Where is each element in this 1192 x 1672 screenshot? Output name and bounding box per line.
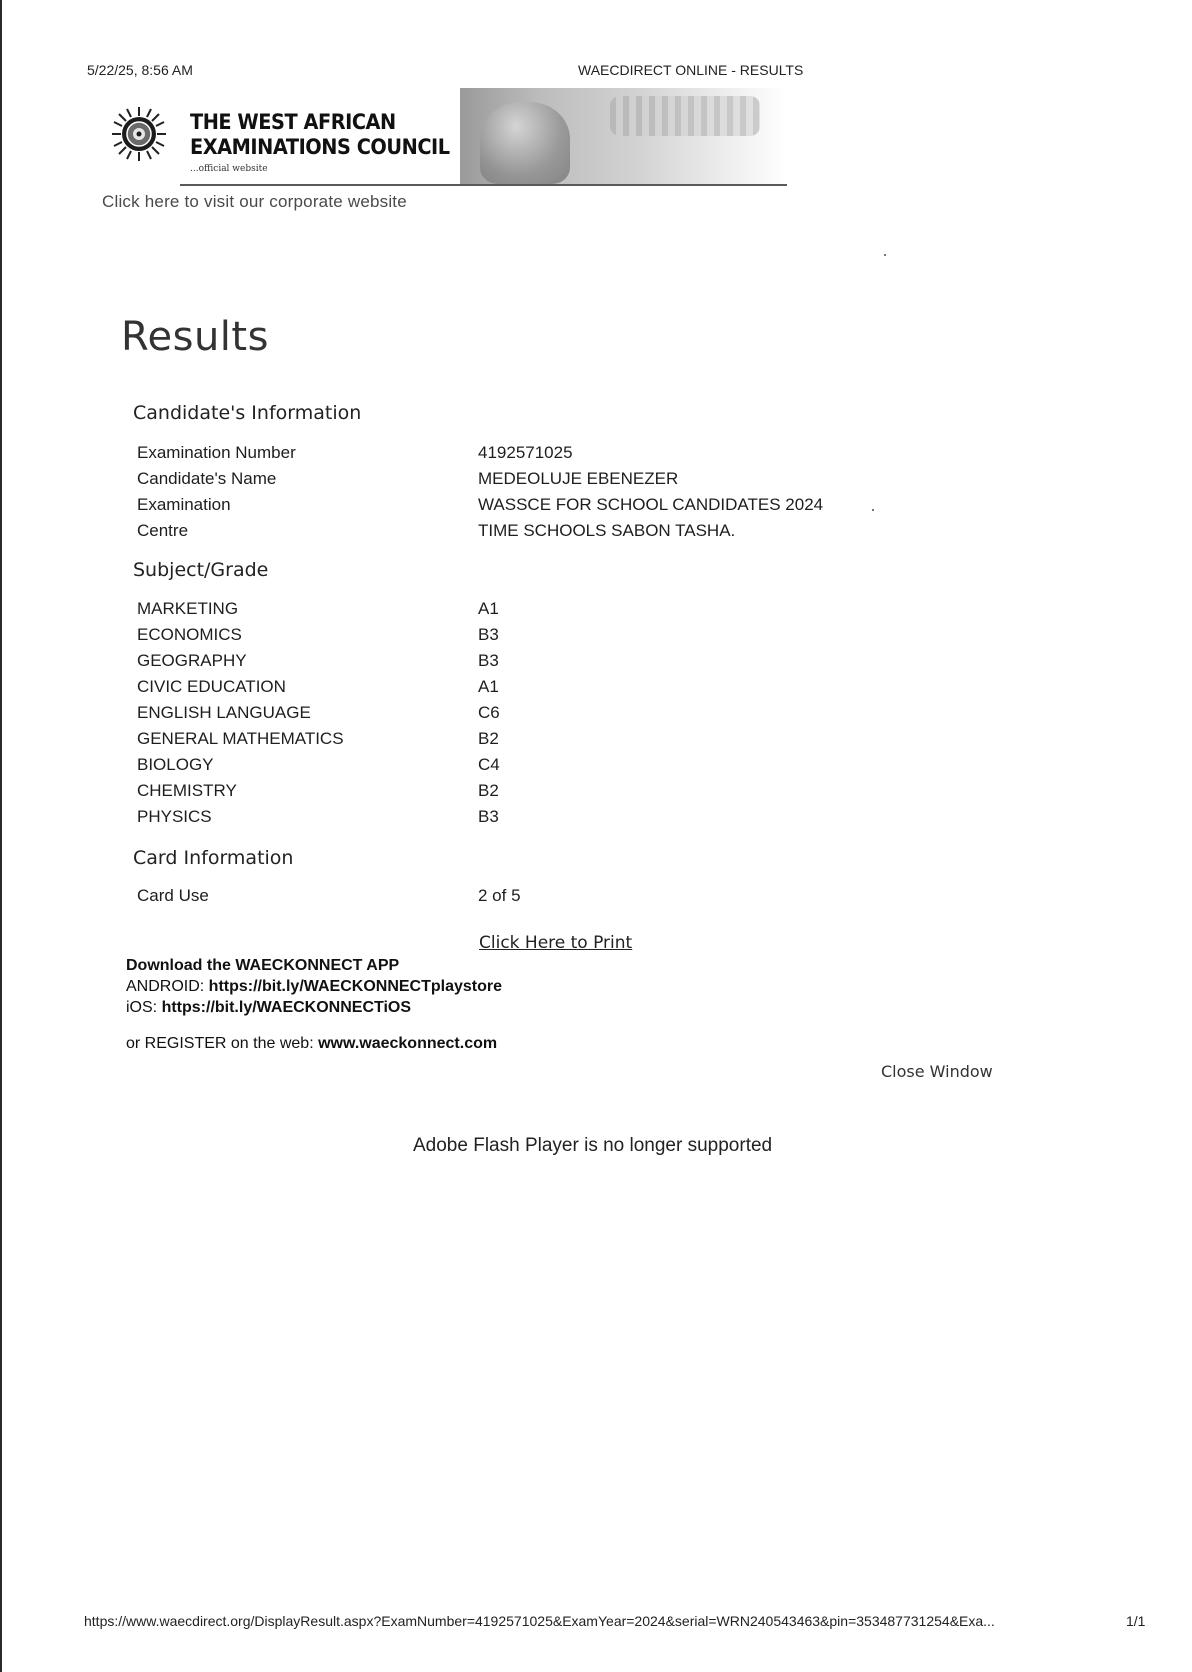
scan-speck xyxy=(872,509,874,511)
table-row xyxy=(137,752,500,778)
subject-grade: C6 xyxy=(478,703,500,722)
table-row xyxy=(137,804,500,830)
banner-divider xyxy=(180,184,787,186)
card-use-value: 2 of 5 xyxy=(478,886,521,905)
card-info-table xyxy=(137,883,521,909)
android-label: ANDROID: xyxy=(126,978,209,995)
org-tagline: ...official website xyxy=(190,164,268,174)
table-row xyxy=(137,883,521,909)
print-link[interactable]: Click Here to Print xyxy=(479,933,633,953)
page-title: Results xyxy=(121,314,269,360)
table-row xyxy=(137,674,500,700)
print-footer-url: https://www.waecdirect.org/DisplayResult.aspx?ExamNumber=4192571025&ExamYear=2024&serial=WRN240543463&pin=353487731254&Exa... xyxy=(84,1613,995,1629)
register-web-link[interactable]: www.waeckonnect.com xyxy=(318,1035,498,1052)
subject-grade-table xyxy=(137,596,500,830)
subject-grade: C4 xyxy=(478,755,500,774)
examination-value: WASSCE FOR SCHOOL CANDIDATES 2024 xyxy=(478,495,824,514)
table-row xyxy=(137,596,500,622)
banner-photo xyxy=(460,88,787,184)
examination-number-value: 4192571025 xyxy=(478,443,573,462)
subject-name: MARKETING xyxy=(137,599,239,618)
centre-value: TIME SCHOOLS SABON TASHA. xyxy=(478,521,736,540)
corporate-website-link[interactable]: Click here to visit our corporate website xyxy=(102,192,407,211)
subject-name: BIOLOGY xyxy=(137,755,214,774)
register-label: or REGISTER on the web: xyxy=(126,1035,319,1052)
ios-app-link[interactable]: https://bit.ly/WAECKONNECTiOS xyxy=(161,999,412,1016)
table-row xyxy=(137,518,823,544)
subject-grade: B3 xyxy=(478,625,499,644)
register-row xyxy=(126,1035,497,1053)
table-row xyxy=(137,466,823,492)
subject-name: GEOGRAPHY xyxy=(137,651,247,670)
card-info-heading: Card Information xyxy=(133,847,294,869)
candidate-info-table xyxy=(137,440,823,544)
close-window-link[interactable]: Close Window xyxy=(881,1062,993,1081)
candidate-name-label: Candidate's Name xyxy=(137,469,277,488)
centre-label: Centre xyxy=(137,521,189,540)
app-download-block xyxy=(126,955,502,1018)
print-datetime: 5/22/25, 8:56 AM xyxy=(87,62,193,78)
app-download-title: Download the WAECKONNECT APP xyxy=(126,957,400,974)
table-row xyxy=(137,726,500,752)
table-row xyxy=(137,648,500,674)
subject-name: ECONOMICS xyxy=(137,625,242,644)
subject-name: CHEMISTRY xyxy=(137,781,237,800)
org-name-line-2: EXAMINATIONS COUNCIL xyxy=(190,135,450,159)
print-footer-page-number: 1/1 xyxy=(1126,1613,1146,1629)
ios-label: iOS: xyxy=(126,999,162,1016)
table-row xyxy=(137,778,500,804)
subject-name: PHYSICS xyxy=(137,807,212,826)
android-app-link[interactable]: https://bit.ly/WAECKONNECTplaystore xyxy=(208,978,503,995)
table-row xyxy=(137,622,500,648)
table-row xyxy=(137,492,823,518)
examination-label: Examination xyxy=(137,495,231,514)
subject-name: GENERAL MATHEMATICS xyxy=(137,729,344,748)
flash-unsupported-notice: Adobe Flash Player is no longer supported xyxy=(413,1135,773,1156)
candidate-info-heading: Candidate's Information xyxy=(133,402,362,424)
table-row xyxy=(137,440,823,466)
table-row xyxy=(137,700,500,726)
org-name xyxy=(190,110,450,160)
subject-grade: B2 xyxy=(478,781,499,800)
subject-grade: A1 xyxy=(478,599,499,618)
examination-number-label: Examination Number xyxy=(137,443,296,462)
subject-name: CIVIC EDUCATION xyxy=(137,677,286,696)
subject-grade: B3 xyxy=(478,651,499,670)
scan-speck xyxy=(884,254,886,256)
card-use-label: Card Use xyxy=(137,886,209,905)
print-page-title: WAECDIRECT ONLINE - RESULTS xyxy=(578,62,804,78)
page-left-edge-rule xyxy=(0,0,2,1672)
subject-name: ENGLISH LANGUAGE xyxy=(137,703,311,722)
waec-banner xyxy=(105,88,787,188)
subject-grade: B3 xyxy=(478,807,499,826)
candidate-name-value: MEDEOLUJE EBENEZER xyxy=(478,469,679,488)
subject-grade: A1 xyxy=(478,677,499,696)
waec-seal-icon xyxy=(111,106,167,162)
subject-grade: B2 xyxy=(478,729,499,748)
subject-grade-heading: Subject/Grade xyxy=(133,559,269,581)
org-name-line-1: THE WEST AFRICAN xyxy=(190,110,396,134)
